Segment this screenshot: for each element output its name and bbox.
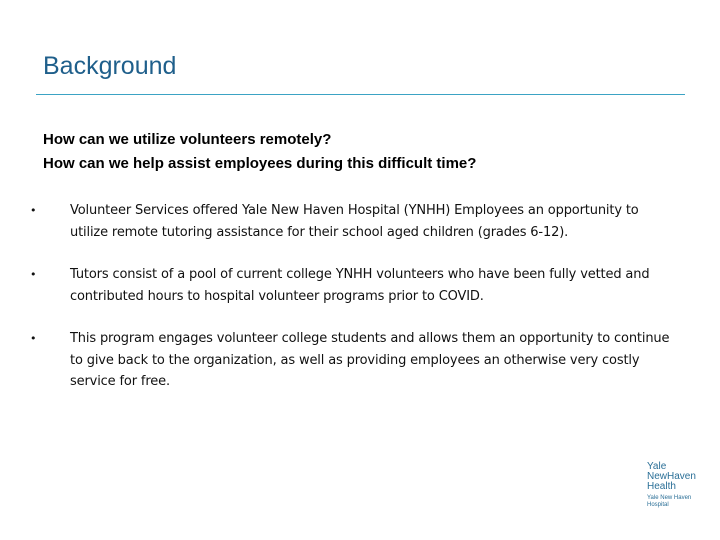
slide-title: Background xyxy=(43,52,177,80)
bullet-icon: • xyxy=(30,332,37,345)
bullet-text: Volunteer Services offered Yale New Haven Hospital (YNHH) Employees an opportunity to utilize remote tutoring assistance for their school aged children (grades 6-12). xyxy=(70,203,639,240)
title-divider xyxy=(36,94,685,95)
bullet-text: This program engages volunteer college students and allows them an opportunity to continue to give back to the organization, as well as providing employees an otherwise very costly service for free. xyxy=(70,331,670,389)
logo-line-health: Health xyxy=(647,481,676,492)
bullet-item xyxy=(30,200,680,243)
yale-new-haven-health-logo xyxy=(647,462,707,509)
logo-line-yale: Yale xyxy=(647,461,667,472)
logo-line-newhaven: NewHaven xyxy=(647,471,696,482)
question-2: How can we help assist employees during this difficult time? xyxy=(43,155,477,172)
logo-sub-yale-new-haven: Yale New Haven xyxy=(647,495,692,501)
bullet-item xyxy=(30,264,680,307)
bullet-icon: • xyxy=(30,204,37,217)
questions-block xyxy=(43,128,683,176)
bullet-icon: • xyxy=(30,268,37,281)
bullet-list xyxy=(30,200,680,393)
question-1: How can we utilize volunteers remotely? xyxy=(43,131,332,148)
bullet-text: Tutors consist of a pool of current college YNHH volunteers who have been fully vetted and contributed hours to hospital volunteer programs prior to COVID. xyxy=(70,267,650,304)
bullet-item xyxy=(30,328,680,393)
logo-sub-hospital: Hospital xyxy=(647,502,669,508)
